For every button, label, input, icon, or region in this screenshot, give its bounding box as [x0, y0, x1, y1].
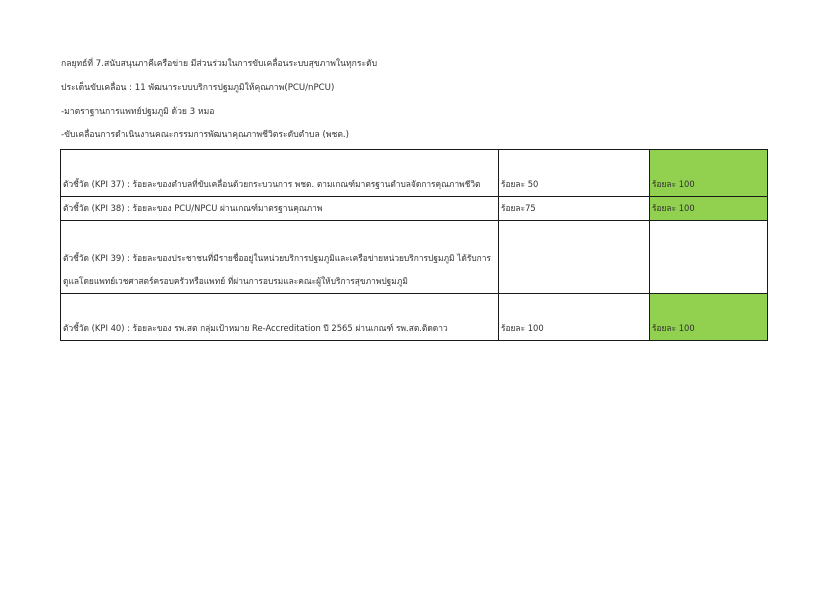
kpi-baseline-cell: ร้อยละ 50 — [499, 150, 650, 197]
table-row — [61, 197, 768, 221]
kpi-table — [60, 149, 768, 341]
table-row — [61, 294, 768, 341]
kpi-indicator-cell — [61, 150, 499, 197]
kpi-target-cell: ร้อยละ 100 — [650, 197, 768, 221]
kpi-baseline-cell: ร้อยละ75 — [499, 197, 650, 221]
table-row — [61, 221, 768, 294]
kpi-indicator-text: ตัวชี้วัด (KPI 39) : ร้อยละของประชาชนที่มีรายชื่ออยู่ในหน่วยบริการปฐมภูมิและเครือข่ายหน่วยบริการปฐมภูมิ ได้รับการดูแลโดยแพทย์เวชศาสตร์ครอบครัวหรือแพทย์ ที่ผ่านการอบรมและคณะผู้ให้บริการสุขภาพปฐมภูมิ — [63, 253, 491, 286]
kpi-baseline-cell: ร้อยละ 100 — [499, 294, 650, 341]
kpi-indicator-cell: ตัวชี้วัด (KPI 38) : ร้อยละของ PCU/NPCU ผ่านเกณฑ์มาตรฐานคุณภาพ — [61, 197, 499, 221]
kpi-indicator-cell — [61, 221, 499, 294]
kpi-indicator-text: ตัวชี้วัด (KPI 37) : ร้อยละของตำบลที่ขับเคลื่อนด้วยกระบวนการ พชต. ตามเกณฑ์มาตรฐานตำบลจัดการคุณภาพชีวิต — [63, 179, 481, 189]
kpi-baseline-cell — [499, 221, 650, 294]
bullet-primary-care-standard: -มาตราฐานการแพทย์ปฐมภูมิ ด้วย 3 หมอ — [61, 107, 215, 117]
kpi-indicator-cell: ตัวชี้วัด (KPI 40) : ร้อยละของ รพ.สต กลุ่มเป้าหมาย Re-Accreditation ปี 2565 ผ่านเกณฑ์ รพ.สต.ติดดาว — [61, 294, 499, 341]
table-row — [61, 150, 768, 197]
bullet-committee: -ขับเคลื่อนการดำเนินงานคณะกรรมการพัฒนาคุณภาพชีวิตระดับตำบล (พชต.) — [61, 130, 350, 140]
kpi-target-cell: ร้อยละ 100 — [650, 150, 768, 197]
strategy-heading: กลยุทธ์ที่ 7.สนับสนุนภาคีเครือข่าย มีส่วนร่วมในการขับเคลื่อนระบบสุขภาพในทุกระดับ — [61, 59, 378, 69]
issue-heading: ประเด็นขับเคลื่อน : 11 พัฒนาระบบบริการปฐมภูมิให้คุณภาพ(PCU/nPCU) — [61, 83, 335, 93]
kpi-target-cell: ร้อยละ 100 — [650, 294, 768, 341]
kpi-target-cell — [650, 221, 768, 294]
